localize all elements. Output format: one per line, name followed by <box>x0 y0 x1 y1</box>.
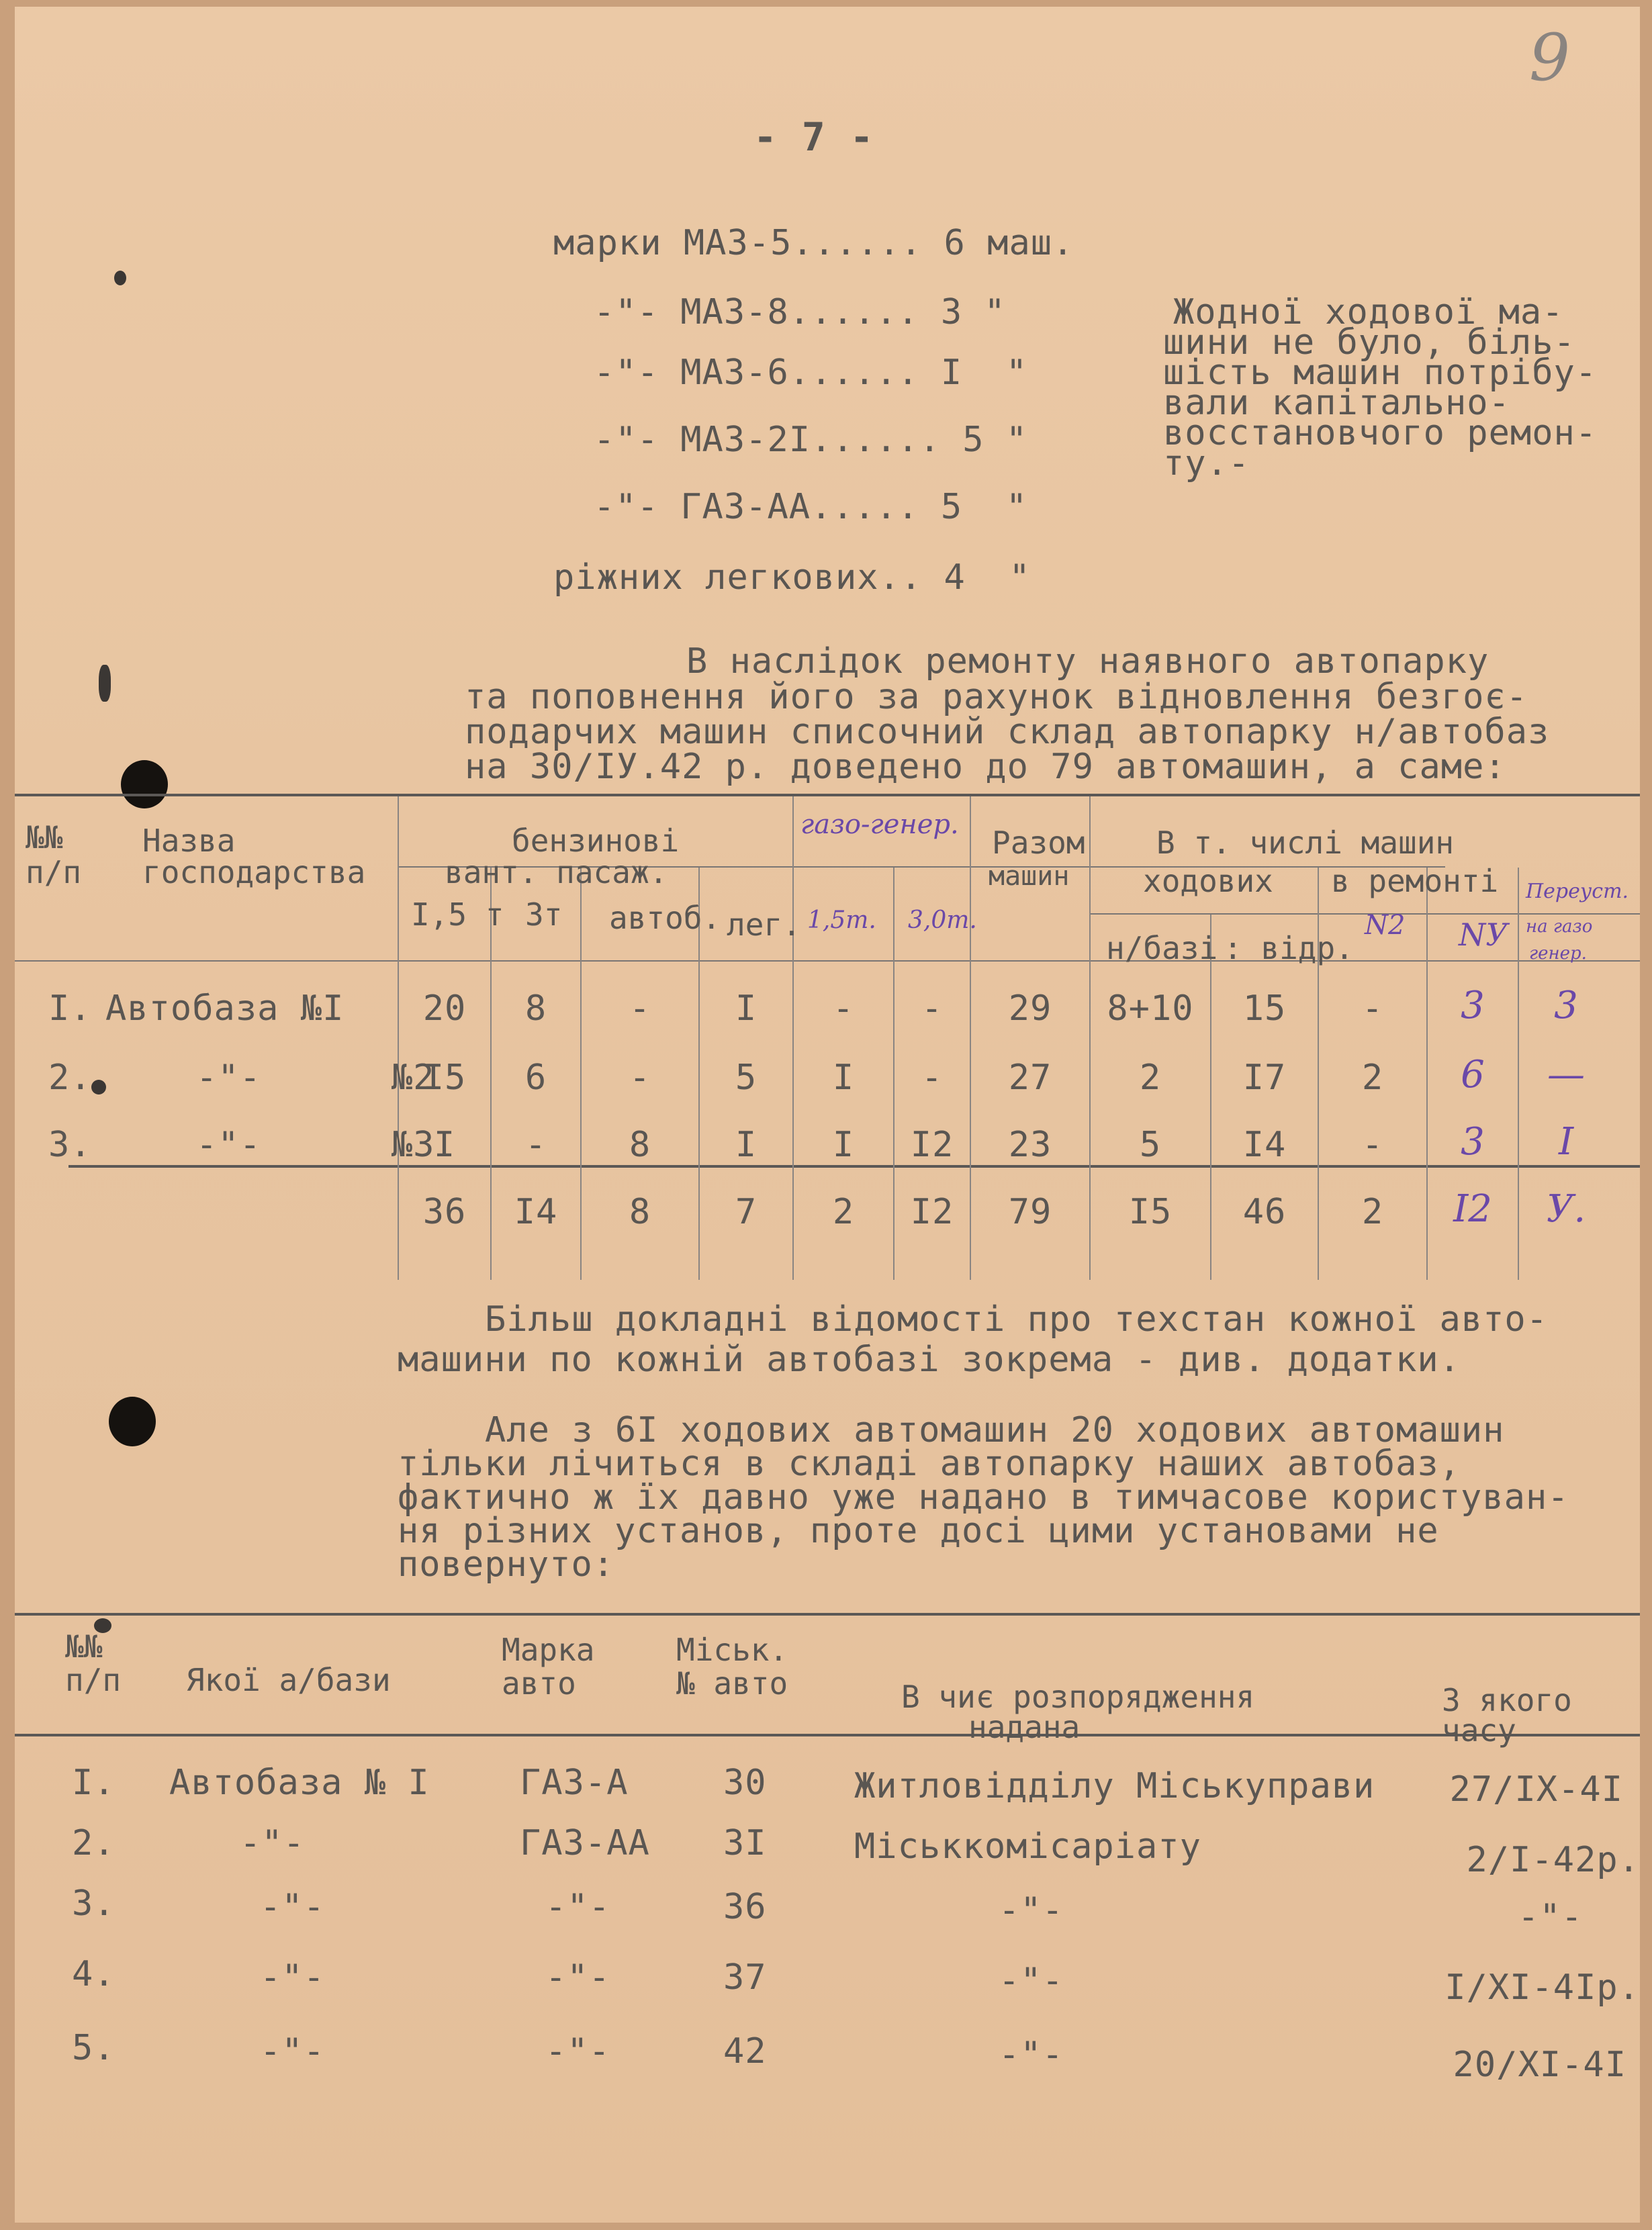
row-brand: -"- <box>545 2031 610 2072</box>
cell-t3: 8 <box>524 988 547 1029</box>
ink-speck <box>91 1080 106 1095</box>
header-brand: Марка <box>502 1632 595 1668</box>
cell-ny: 3 <box>1461 984 1485 1027</box>
header-petrol: бензинові <box>512 823 680 859</box>
cell-base: 8+10 <box>1107 988 1194 1029</box>
row-since: I/XI-4Iр. <box>1444 1967 1640 2008</box>
cell-total: 23 <box>1008 1125 1052 1165</box>
cell-issued: I7 <box>1242 1058 1287 1098</box>
page-number: - 7 - <box>753 114 874 160</box>
header-issued: : відр. <box>1224 930 1354 966</box>
side-note-line: Жодної ходової ма- <box>1173 292 1564 332</box>
cell-bus: - <box>629 1058 651 1098</box>
row-brand: -"- <box>545 1957 610 1998</box>
row-since: -"- <box>1518 1897 1583 1937</box>
cell-t15: 20 <box>422 988 467 1029</box>
header-t15: I,5 т <box>411 896 504 933</box>
brand-line: марки МАЗ-5...... 6 маш. <box>553 223 1074 263</box>
cell-t15: I <box>433 1125 456 1165</box>
row-brand: ГАЗ-АА <box>520 1823 650 1863</box>
total-t15: 36 <box>422 1192 467 1232</box>
cell-total: 27 <box>1008 1058 1052 1098</box>
header-gas: газо-генер. <box>800 809 959 840</box>
side-note-line: шість машин потрібу- <box>1163 353 1598 393</box>
side-note-line: ту.- <box>1163 443 1250 483</box>
row-number: 37 <box>723 1957 767 1998</box>
header-t3: 3т <box>525 896 563 933</box>
cell-bus: 8 <box>629 1125 651 1165</box>
paragraph-line: тільки лічиться в складі автопарку наших автобаз, <box>398 1444 1461 1484</box>
cell-t15: I5 <box>422 1058 467 1098</box>
row-base: -"- <box>260 2031 325 2072</box>
header-repair: в ремонті <box>1331 863 1499 899</box>
row-num: I. <box>72 1763 116 1803</box>
total-g15: 2 <box>832 1192 855 1232</box>
archive-page-mark: 9 <box>1529 20 1571 95</box>
cell-t3: 6 <box>524 1058 547 1098</box>
row-base: -"- <box>260 1887 325 1927</box>
row-disposal: -"- <box>999 1890 1064 1931</box>
header-name: Назва <box>142 823 236 859</box>
cell-conv: 3 <box>1554 984 1578 1027</box>
row-brand: -"- <box>545 1887 610 1927</box>
paragraph-line: машини по кожній автобазі зокрема - див. додатки. <box>398 1340 1461 1380</box>
row-name: -"- №3 <box>196 1125 435 1165</box>
cell-ny: 3 <box>1461 1120 1485 1164</box>
header-truck-pass: вант. пасаж. <box>445 854 668 890</box>
cell-g15: I <box>832 1125 855 1165</box>
row-number: 3I <box>723 1823 767 1863</box>
row-number: 30 <box>723 1763 767 1803</box>
total-g3: I2 <box>910 1192 954 1232</box>
cell-car: 5 <box>735 1058 758 1098</box>
header-since: часу <box>1442 1712 1516 1749</box>
row-since: 20/XI-4I <box>1453 2045 1626 2085</box>
table-rule <box>15 1734 1640 1736</box>
row-num: 5. <box>72 2028 116 2068</box>
paragraph-line: подарчих машин списочний склад автопарку н/автобаз <box>465 712 1550 752</box>
header-num: №№ <box>26 819 63 855</box>
cell-issued: 15 <box>1242 988 1287 1029</box>
row-since: 27/IX-4I <box>1449 1769 1623 1810</box>
row-num: 3. <box>72 1884 116 1924</box>
total-car: 7 <box>735 1192 758 1232</box>
ink-speck <box>99 665 111 702</box>
row-disposal: -"- <box>999 2035 1064 2075</box>
cell-conv: I <box>1558 1120 1574 1164</box>
cell-g15: I <box>832 1058 855 1098</box>
table-rule <box>15 794 1640 796</box>
header-total: Разом <box>992 825 1085 861</box>
header-since: З якого <box>1442 1682 1572 1718</box>
header-ny: NУ <box>1459 917 1508 953</box>
total-ny: I2 <box>1453 1187 1492 1231</box>
cell-g3: - <box>921 988 944 1029</box>
header-total: машин <box>989 861 1070 892</box>
total-bus: 8 <box>629 1192 651 1232</box>
total-base: I5 <box>1128 1192 1173 1232</box>
paragraph-line: В наслідок ремонту наявного автопарку <box>686 641 1489 682</box>
row-number: 36 <box>723 1887 767 1927</box>
brand-line: рiжних легкових.. 4 " <box>553 557 1031 598</box>
row-num: I. <box>48 988 92 1029</box>
side-note-line: вали капітально- <box>1163 383 1510 423</box>
header-g3: 3,0т. <box>908 907 977 934</box>
paragraph-line: повернуто: <box>398 1544 615 1585</box>
table-rule <box>15 1613 1640 1616</box>
paragraph-line: та поповнення його за рахунок відновлення безгоє- <box>465 677 1528 717</box>
header-conversion: Переуст. <box>1526 880 1629 903</box>
row-base: Автобаза № I <box>169 1763 430 1803</box>
cell-g3: I2 <box>910 1125 954 1165</box>
cell-car: I <box>735 1125 758 1165</box>
total-issued: 46 <box>1242 1192 1287 1232</box>
cell-bus: - <box>629 988 651 1029</box>
row-base: -"- <box>260 1957 325 1998</box>
brand-line: -"- МАЗ-2I...... 5 " <box>594 420 1028 460</box>
cell-g3: - <box>921 1058 944 1098</box>
punch-hole-upper <box>121 760 168 808</box>
table-rule <box>15 960 1640 962</box>
punch-hole-lower <box>109 1397 156 1446</box>
brand-line: -"- ГАЗ-АА..... 5 " <box>594 487 1028 527</box>
cell-base: 5 <box>1139 1125 1162 1165</box>
header-num: п/п <box>26 854 82 890</box>
row-num: 3. <box>48 1125 92 1165</box>
table-rule <box>68 1165 1640 1168</box>
row-num: 2. <box>48 1058 92 1098</box>
header-conversion: на газо <box>1526 917 1593 937</box>
header-g15: 1,5т. <box>807 907 876 934</box>
header-name: господарства <box>142 854 366 890</box>
row-disposal: -"- <box>999 1961 1064 2001</box>
total-total: 79 <box>1008 1192 1052 1232</box>
total-conv: У. <box>1546 1187 1586 1231</box>
paragraph-line: на 30/IУ.42 р. доведено до 79 автомашин, а саме: <box>465 747 1506 787</box>
cell-n2: - <box>1361 988 1384 1029</box>
header-num: №№ <box>65 1628 103 1665</box>
header-base: н/базі <box>1106 930 1218 966</box>
cell-n2: 2 <box>1361 1058 1384 1098</box>
row-disposal: Житловідділу Міськуправи <box>854 1766 1375 1806</box>
total-t3: I4 <box>514 1192 558 1232</box>
paragraph-line: Але з 6I ходових автомашин 20 ходових автомашин <box>485 1410 1505 1450</box>
row-brand: ГАЗ-А <box>520 1763 629 1803</box>
header-base: Якої а/бази <box>186 1662 391 1698</box>
header-brand: авто <box>502 1665 576 1702</box>
header-disposal: В чиє розпорядження <box>901 1679 1255 1715</box>
ink-speck <box>114 271 126 285</box>
header-disposal: надана <box>968 1709 1081 1745</box>
brand-line: -"- МАЗ-6...... I " <box>594 353 1028 393</box>
header-n2: N2 <box>1365 910 1406 941</box>
cell-car: I <box>735 988 758 1029</box>
header-citynum: № авто <box>676 1665 788 1702</box>
paragraph-line: ня різних установ, проте досі цими установами не <box>398 1511 1439 1551</box>
row-number: 42 <box>723 2031 767 2072</box>
cell-base: 2 <box>1139 1058 1162 1098</box>
row-since: 2/I-42р. <box>1466 1840 1640 1880</box>
row-name: -"- №2 <box>196 1058 435 1098</box>
row-disposal: Міськкомісаріату <box>854 1826 1201 1867</box>
header-car: лег. <box>727 907 801 943</box>
row-num: 4. <box>72 1954 116 1994</box>
cell-g15: - <box>832 988 855 1029</box>
paragraph-line: Більш докладні відомості про техстан кожної авто- <box>485 1299 1549 1340</box>
header-num: п/п <box>65 1662 122 1698</box>
cell-total: 29 <box>1008 988 1052 1029</box>
cell-ny: 6 <box>1461 1053 1485 1097</box>
document-page <box>15 7 1640 2223</box>
side-note-line: восстановчого ремон- <box>1163 413 1598 453</box>
side-note-line: шини не було, біль- <box>1163 322 1575 363</box>
brand-line: -"- МАЗ-8...... 3 " <box>594 292 1006 332</box>
cell-conv: — <box>1547 1053 1585 1097</box>
cell-t3: - <box>524 1125 547 1165</box>
row-num: 2. <box>72 1823 116 1863</box>
header-citynum: Міськ. <box>676 1632 788 1668</box>
header-bus: автоб. <box>609 900 721 936</box>
row-base: -"- <box>240 1823 305 1863</box>
header-incl: В т. числі машин <box>1156 825 1455 861</box>
row-name: Автобаза №I <box>105 988 345 1029</box>
paragraph-line: фактично ж їх давно уже надано в тимчасове користуван- <box>398 1477 1569 1518</box>
cell-n2: - <box>1361 1125 1384 1165</box>
header-running: ходових <box>1143 863 1273 899</box>
cell-issued: I4 <box>1242 1125 1287 1165</box>
header-conversion: генер. <box>1529 943 1587 964</box>
total-n2: 2 <box>1361 1192 1384 1232</box>
